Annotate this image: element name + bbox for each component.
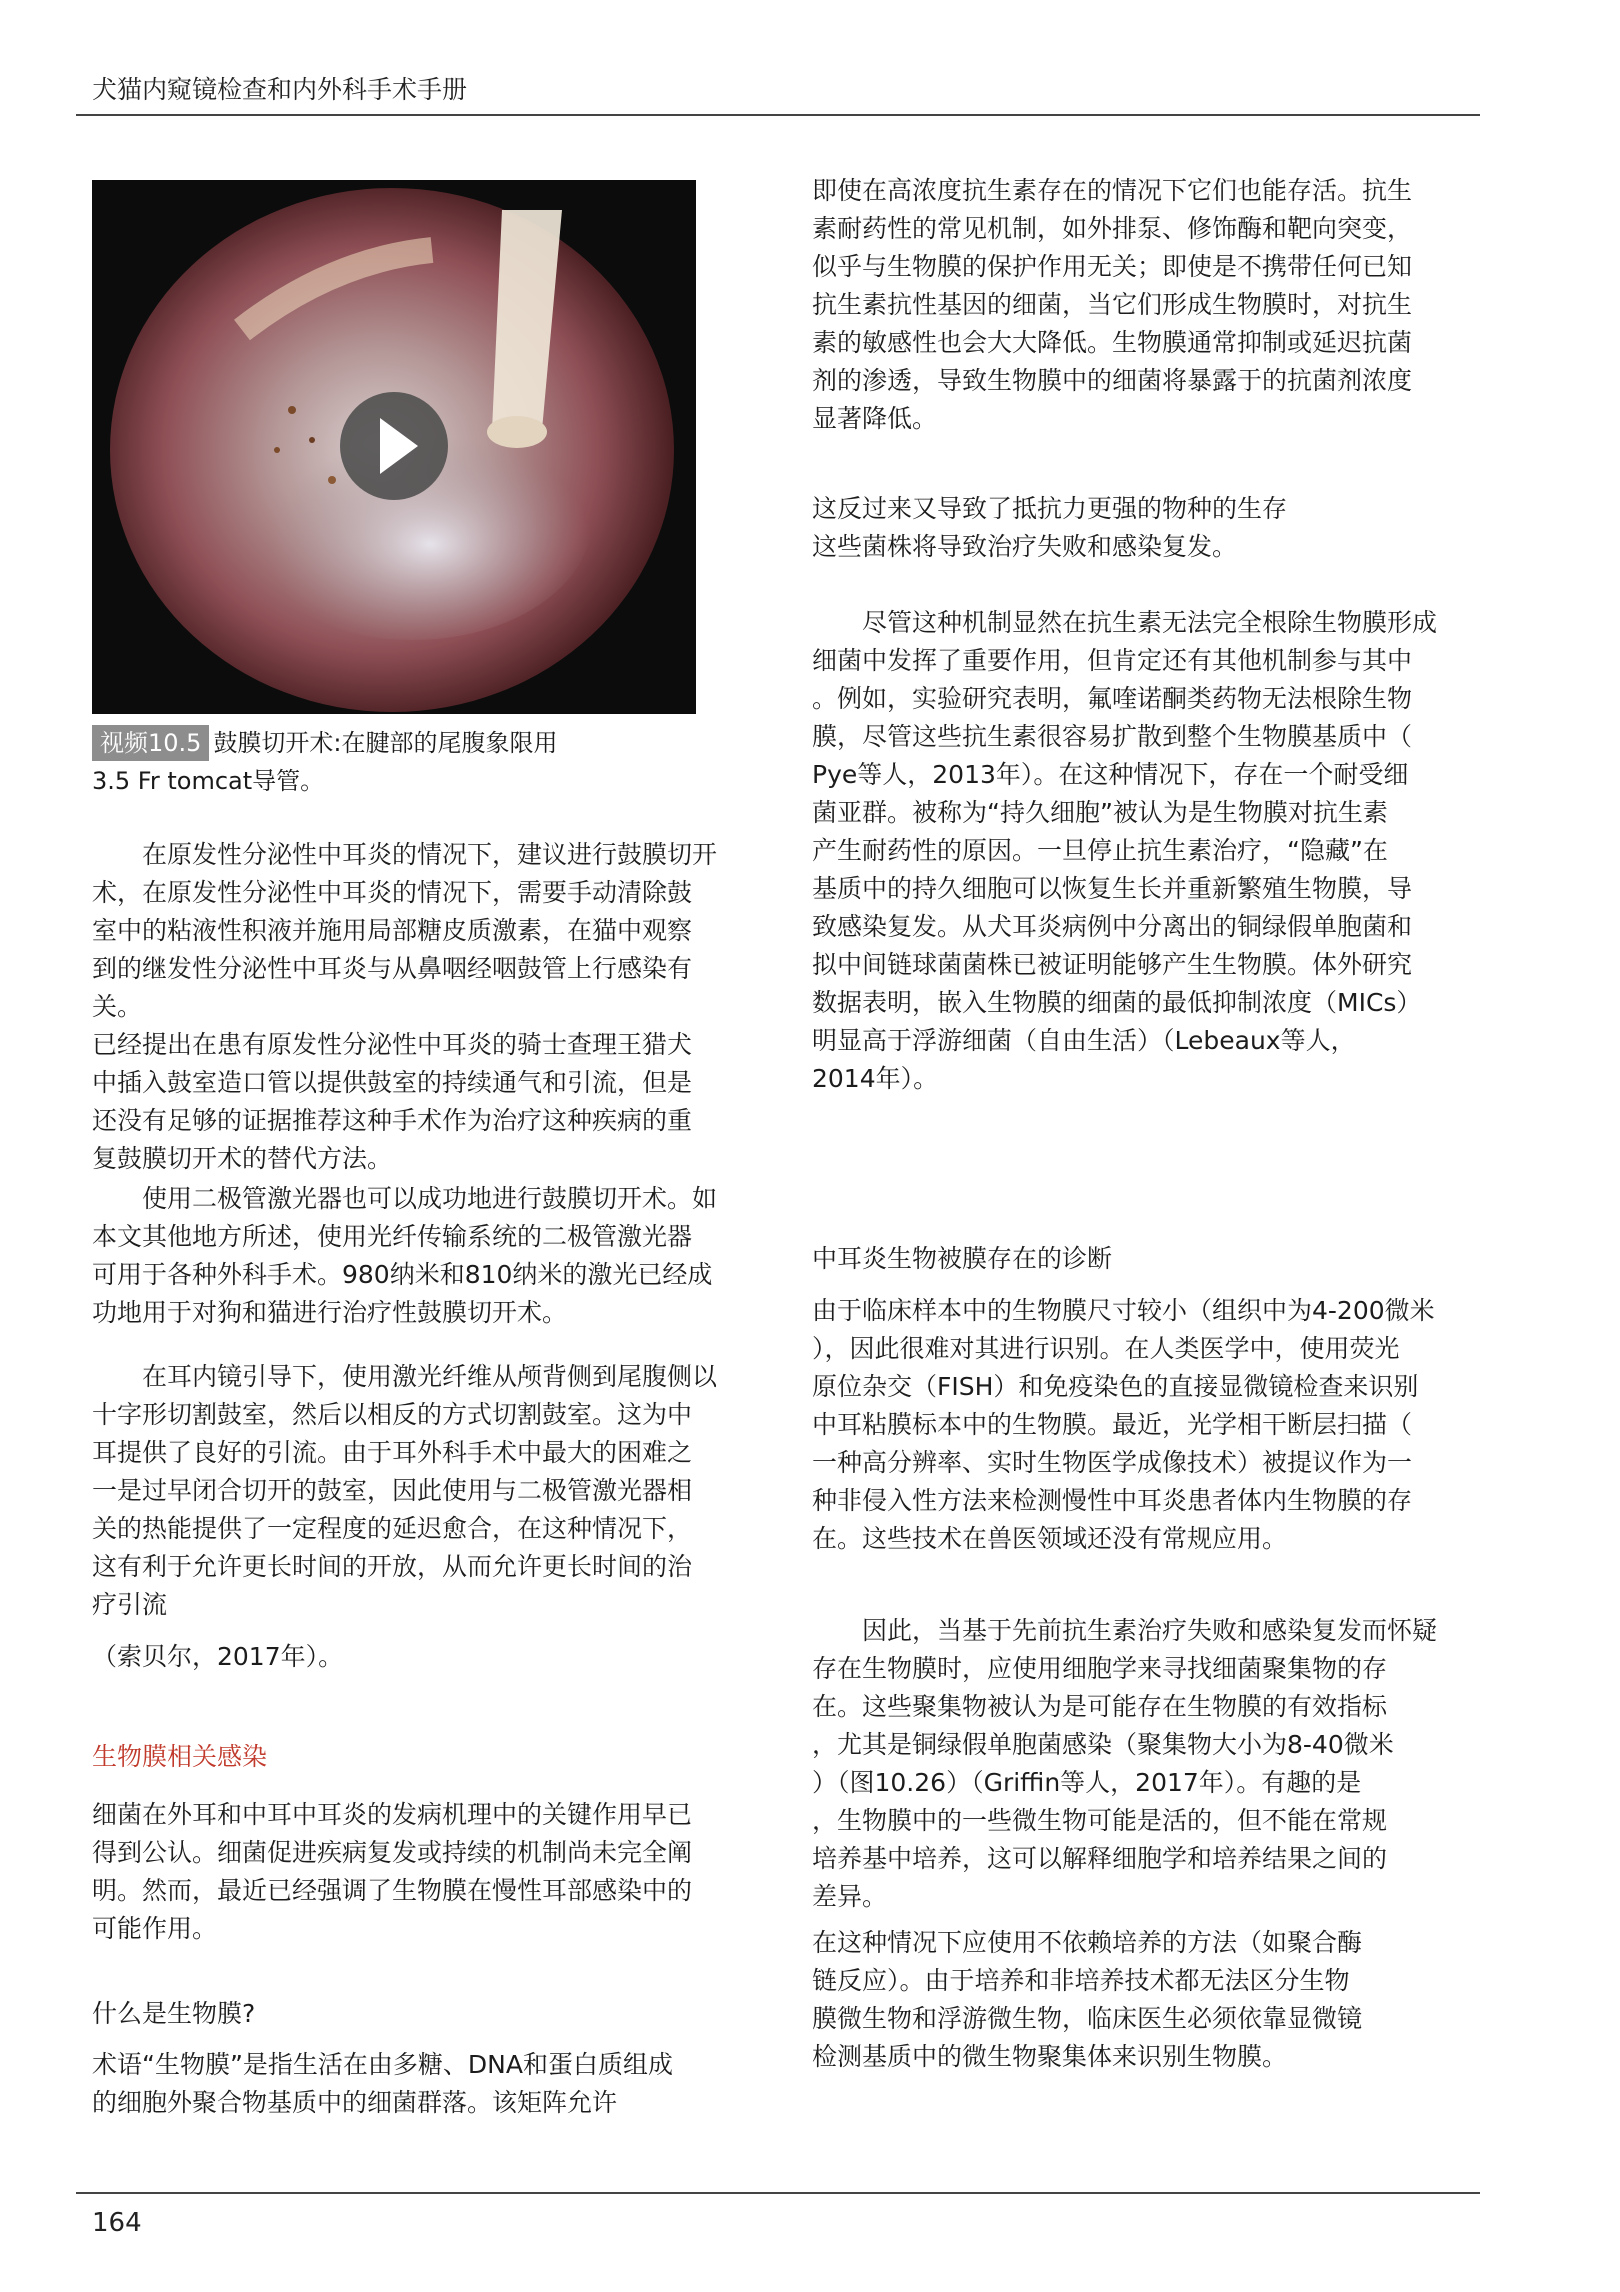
header-rule — [76, 114, 1480, 116]
line: 一种高分辨率、实时生物医学成像技术）被提议作为一 — [812, 1448, 1413, 1477]
line: 的细胞外聚合物基质中的细菌群落。该矩阵允许 — [92, 2088, 618, 2117]
right-para-3 — [812, 604, 1492, 1098]
line: 在原发性分泌性中耳炎的情况下，建议进行鼓膜切开 — [142, 840, 718, 869]
line: 到的继发性分泌性中耳炎与从鼻咽经咽鼓管上行感染有 — [92, 954, 693, 983]
line: 素耐药性的常见机制，如外排泵、修饰酶和靶向突变， — [812, 214, 1413, 243]
line: 膜微生物和浮游微生物，临床医生必须依靠显微镜 — [812, 2004, 1363, 2033]
line: 因此，当基于先前抗生素治疗失败和感染复发而怀疑 — [862, 1616, 1438, 1645]
line: 已经提出在患有原发性分泌性中耳炎的骑士查理王猎犬 — [92, 1030, 693, 1059]
running-header: 犬猫内窥镜检查和内外科手术手册 — [92, 75, 468, 104]
right-para-2 — [812, 490, 1492, 566]
line: 差异。 — [812, 1882, 888, 1911]
line: （索贝尔，2017年）。 — [92, 1642, 344, 1671]
left-para-7 — [92, 2046, 752, 2122]
line: 检测基质中的微生物聚集体来识别生物膜。 — [812, 2042, 1288, 2071]
right-para-5 — [812, 1612, 1492, 1916]
line: 剂的渗透，导致生物膜中的细菌将暴露于的抗菌剂浓度 — [812, 366, 1413, 395]
line: 耳提供了良好的引流。由于耳外科手术中最大的困难之 — [92, 1438, 693, 1467]
line: 术，在原发性分泌性中耳炎的情况下，需要手动清除鼓 — [92, 878, 693, 907]
line: 可能作用。 — [92, 1914, 218, 1943]
left-para-5 — [92, 1638, 752, 1676]
line: 一是过早闭合切开的鼓室，因此使用与二极管激光器相 — [92, 1476, 693, 1505]
right-para-4 — [812, 1292, 1492, 1558]
line: 原位杂交（FISH）和免疫染色的直接显微镜检查来识别 — [812, 1372, 1419, 1401]
line: 培养基中培养，这可以解释细胞学和培养结果之间的 — [812, 1844, 1388, 1873]
line: 中耳粘膜标本中的生物膜。最近，光学相干断层扫描（ — [812, 1410, 1413, 1439]
line: 室中的粘液性积液并施用局部糖皮质激素，在猫中观察 — [92, 916, 693, 945]
line: 使用二极管激光器也可以成功地进行鼓膜切开术。如 — [142, 1184, 718, 1213]
line: 术语“生物膜”是指生活在由多糖、DNA和蛋白质组成 — [92, 2050, 673, 2079]
section-heading-what-is-biofilm: 什么是生物膜? — [92, 1999, 256, 2028]
line: 存在生物膜时，应使用细胞学来寻找细菌聚集物的存 — [812, 1654, 1388, 1683]
section-heading-diagnosis: 中耳炎生物被膜存在的诊断 — [812, 1244, 1113, 1273]
line: 尽管这种机制显然在抗生素无法完全根除生物膜形成 — [862, 608, 1438, 637]
line: 。例如，实验研究表明，氟喹诺酮类药物无法根除生物 — [812, 684, 1413, 713]
video-caption — [92, 724, 732, 800]
line: 致感染复发。从犬耳炎病例中分离出的铜绿假单胞菌和 — [812, 912, 1413, 941]
line: 明。然而，最近已经强调了生物膜在慢性耳部感染中的 — [92, 1876, 693, 1905]
line: ）（图10.26）（Griffin等人，2017年）。有趣的是 — [812, 1768, 1362, 1797]
line: 拟中间链球菌菌株已被证明能够产生生物膜。体外研究 — [812, 950, 1413, 979]
caption-line-1: 鼓膜切开术:在腱部的尾腹象限用 — [213, 729, 558, 757]
left-para-3 — [92, 1180, 752, 1332]
line: 产生耐药性的原因。一旦停止抗生素治疗，“隐藏”在 — [812, 836, 1388, 865]
line: 得到公认。细菌促进疾病复发或持续的机制尚未完全阐 — [92, 1838, 693, 1867]
line: 复鼓膜切开术的替代方法。 — [92, 1144, 393, 1173]
line: 这反过来又导致了抵抗力更强的物种的生存 — [812, 494, 1288, 523]
line: 细菌在外耳和中耳中耳炎的发病机理中的关键作用早已 — [92, 1800, 693, 1829]
line: 数据表明，嵌入生物膜的细菌的最低抑制浓度（MICs） — [812, 988, 1422, 1017]
line: ，尤其是铜绿假单胞菌感染（聚集物大小为8-40微米 — [812, 1730, 1394, 1759]
line: 这些菌株将导致治疗失败和感染复发。 — [812, 532, 1238, 561]
line: 似乎与生物膜的保护作用无关；即使是不携带任何已知 — [812, 252, 1413, 281]
line: 可用于各种外科手术。980纳米和810纳米的激光已经成 — [92, 1260, 713, 1289]
page-number: 164 — [92, 2208, 142, 2238]
line: 基质中的持久细胞可以恢复生长并重新繁殖生物膜，导 — [812, 874, 1413, 903]
section-heading-biofilm-infection: 生物膜相关感染 — [92, 1742, 268, 1771]
line: 素的敏感性也会大大降低。生物膜通常抑制或延迟抗菌 — [812, 328, 1413, 357]
line: 关的热能提供了一定程度的延迟愈合，在这种情况下， — [92, 1514, 693, 1543]
video-thumbnail[interactable] — [92, 180, 696, 714]
video-badge: 视频10.5 — [92, 725, 209, 761]
line: 菌亚群。被称为“持久细胞”被认为是生物膜对抗生素 — [812, 798, 1388, 827]
line: 种非侵入性方法来检测慢性中耳炎患者体内生物膜的存 — [812, 1486, 1413, 1515]
line: 抗生素抗性基因的细菌，当它们形成生物膜时，对抗生 — [812, 290, 1413, 319]
line: 链反应）。由于培养和非培养技术都无法区分生物 — [812, 1966, 1350, 1995]
line: ），因此很难对其进行识别。在人类医学中，使用荧光 — [812, 1334, 1400, 1363]
line: 2014年）。 — [812, 1064, 939, 1093]
line: 在这种情况下应使用不依赖培养的方法（如聚合酶 — [812, 1928, 1363, 1957]
line: 在。这些聚集物被认为是可能存在生物膜的有效指标 — [812, 1692, 1388, 1721]
caption-line-2: 3.5 Fr tomcat导管。 — [92, 767, 325, 795]
line: 即使在高浓度抗生素存在的情况下它们也能存活。抗生 — [812, 176, 1413, 205]
line: 膜，尽管这些抗生素很容易扩散到整个生物膜基质中（ — [812, 722, 1413, 751]
line: 关。 — [92, 992, 143, 1021]
line: 细菌中发挥了重要作用，但肯定还有其他机制参与其中 — [812, 646, 1413, 675]
line: 功地用于对狗和猫进行治疗性鼓膜切开术。 — [92, 1298, 568, 1327]
otoscope-image — [92, 180, 696, 714]
line: 十字形切割鼓室，然后以相反的方式切割鼓室。这为中 — [92, 1400, 693, 1429]
line: 显著降低。 — [812, 404, 938, 433]
left-para-4 — [92, 1358, 752, 1624]
line: 本文其他地方所述，使用光纤传输系统的二极管激光器 — [92, 1222, 693, 1251]
line: 明显高于浮游细菌（自由生活）（Lebeaux等人， — [812, 1026, 1356, 1055]
line: 中插入鼓室造口管以提供鼓室的持续通气和引流，但是 — [92, 1068, 693, 1097]
line: ，生物膜中的一些微生物可能是活的，但不能在常规 — [812, 1806, 1388, 1835]
line: Pye等人，2013年）。在这种情况下，存在一个耐受细 — [812, 760, 1409, 789]
line: 由于临床样本中的生物膜尺寸较小（组织中为4-200微米 — [812, 1296, 1435, 1325]
line: 还没有足够的证据推荐这种手术作为治疗这种疾病的重 — [92, 1106, 693, 1135]
left-para-1 — [92, 836, 752, 1178]
line: 在。这些技术在兽医领域还没有常规应用。 — [812, 1524, 1288, 1553]
line: 疗引流 — [92, 1590, 168, 1619]
footer-rule — [76, 2192, 1480, 2194]
line: 这有利于允许更长时间的开放，从而允许更长时间的治 — [92, 1552, 693, 1581]
line: 在耳内镜引导下，使用激光纤维从颅背侧到尾腹侧以 — [142, 1362, 718, 1391]
play-icon[interactable] — [340, 392, 448, 500]
right-para-6 — [812, 1924, 1492, 2076]
right-para-1 — [812, 172, 1492, 438]
left-para-6 — [92, 1796, 752, 1948]
